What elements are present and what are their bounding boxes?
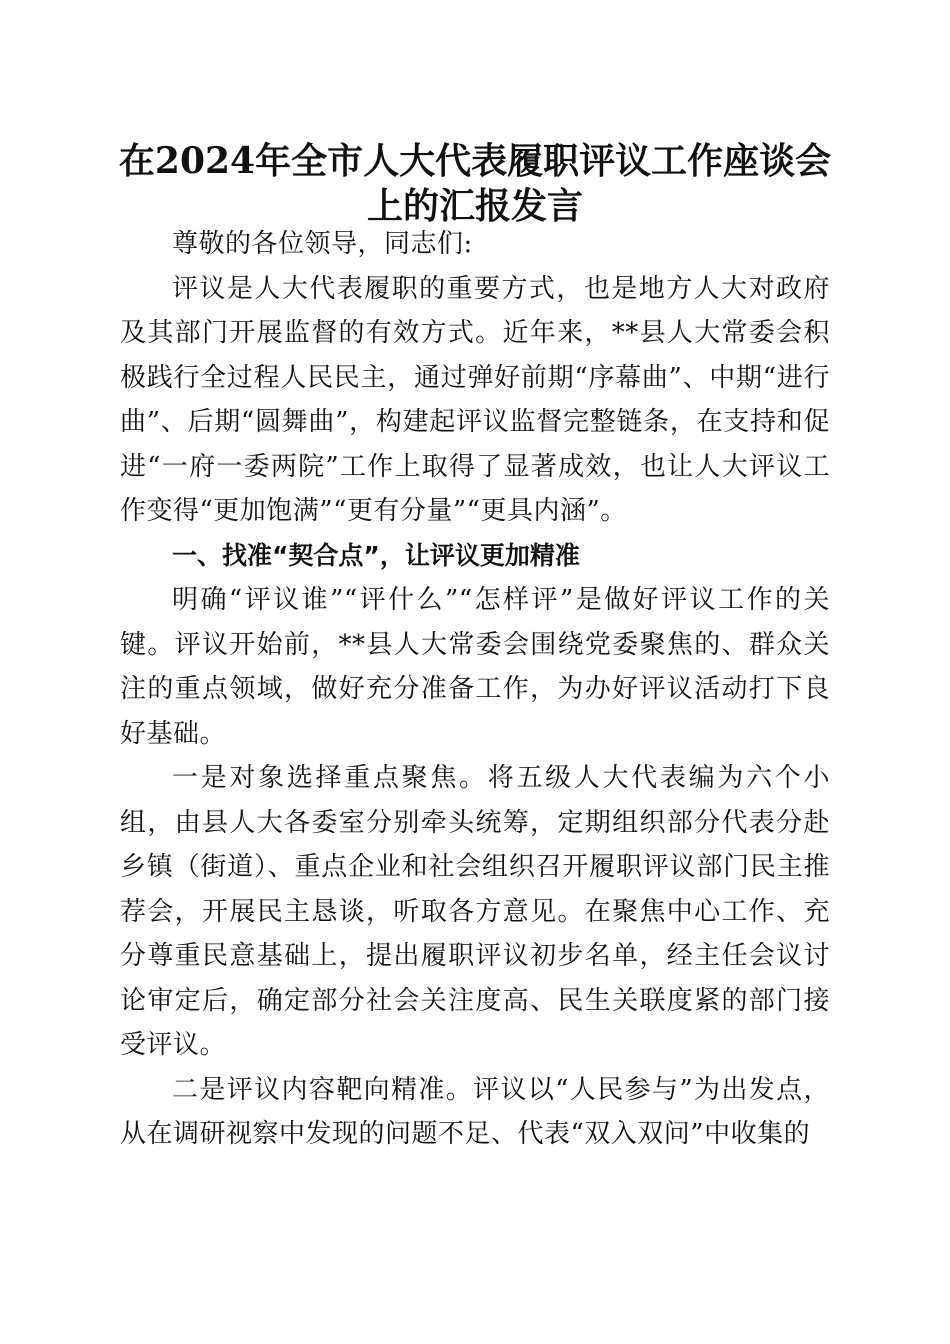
document-body (120, 222, 830, 1157)
section1-paragraph-2: 一是对象选择重点聚焦。将五级人大代表编为六个小组，由县人大各委室分别牵头统筹，定期组织部分代表分赴乡镇（街道）、重点企业和社会组织召开履职评议部门民主推荐会，开展民主恳谈，听取各方意见。在聚焦中心工作、充分尊重民意基础上，提出履职评议初步名单，经主任会议讨论审定后，确定部分社会关注度高、民生关联度紧的部门接受评议。 (120, 763, 830, 1060)
section-heading-1: 一、找准“契合点”，让评议更加精准 (172, 540, 580, 570)
section1-paragraph-1: 明确“评议谁”“评什么”“怎样评”是做好评议工作的关键。评议开始前，**县人大常委会围绕党委聚焦的、群众关注的重点领域，做好充分准备工作，为办好评议活动打下良好基础。 (120, 585, 830, 749)
salutation: 尊敬的各位领导，同志们: (172, 229, 473, 259)
intro-paragraph: 评议是人大代表履职的重要方式，也是地方人大对政府及其部门开展监督的有效方式。近年来，**县人大常委会积极践行全过程人民民主，通过弹好前期“序幕曲”、中期“进行曲”、后期“圆舞曲”，构建起评议监督完整链条，在支持和促进“一府一委两院”工作上取得了显著成效，也让人大评议工作变得“更加饱满”“更有分量”“更具内涵”。 (120, 273, 830, 526)
document-title-line-1: 在2024年全市人大代表履职评议工作座谈会 (118, 140, 832, 182)
document-title-line-2: 上的汇报发言 (366, 185, 583, 227)
section1-paragraph-3: 二是评议内容靶向精准。评议以“人民参与”为出发点，从在调研视察中发现的问题不足、代表“双入双问”中收集的 (120, 1074, 830, 1149)
